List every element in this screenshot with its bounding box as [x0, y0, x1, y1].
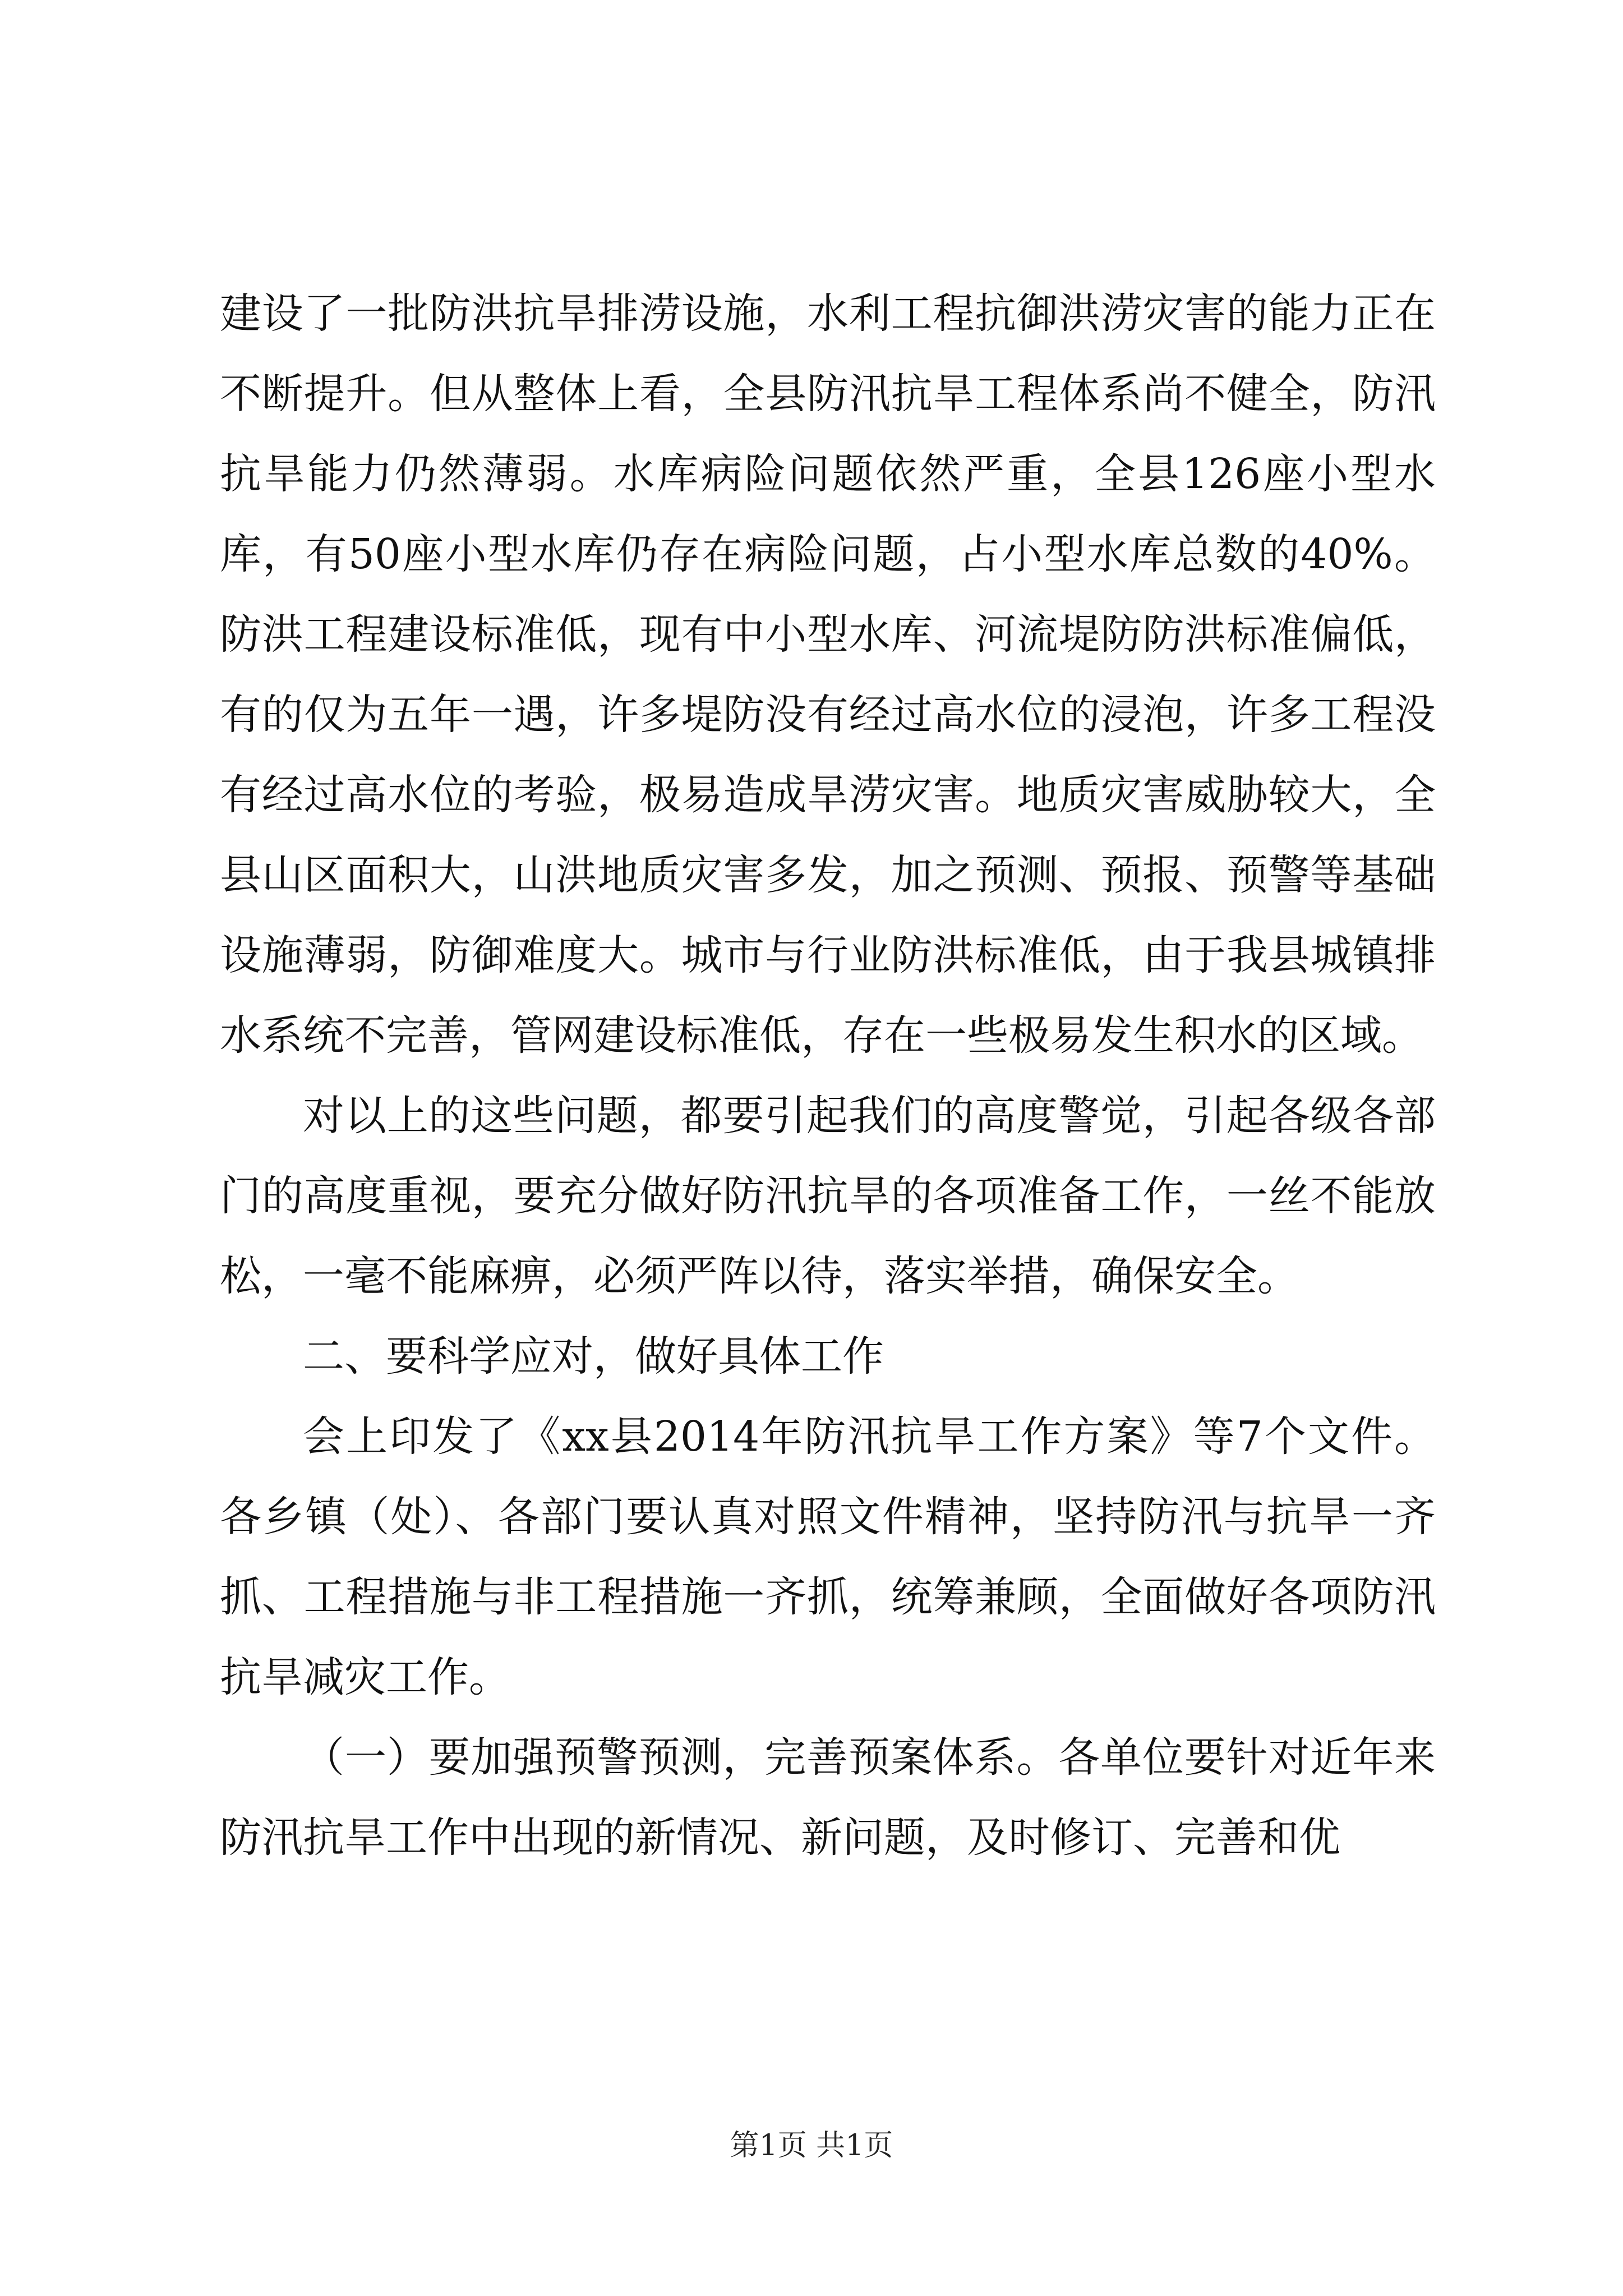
document-body [220, 274, 1436, 1878]
page-footer: 第1页 共1页 [730, 2129, 893, 2162]
paragraph-subsection-one: （一）要加强预警预测，完善预案体系。各单位要针对近年来防汛抗旱工作中出现的新情况、新问题，及时修订、完善和优 [220, 1733, 1436, 1862]
paragraph-continuation: 建设了一批防洪抗旱排涝设施，水利工程抗御洪涝灾害的能力正在不断提升。但从整体上看，全县防汛抗旱工程体系尚不健全，防汛抗旱能力仍然薄弱。水库病险问题依然严重，全县126座小型水库，有50座小型水库仍存在病险问题，占小型水库总数的40%。防洪工程建设标准低，现有中小型水库、河流堤防防洪标准偏低，有的仅为五年一遇，许多堤防没有经过高水位的浸泡，许多工程没有经过高水位的考验，极易造成旱涝灾害。地质灾害威胁较大，全县山区面积大，山洪地质灾害多发，加之预测、预报、预警等基础设施薄弱，防御难度大。城市与行业防洪标准低，由于我县城镇排水系统不完善，管网建设标准低，存在一些极易发生积水的区域。 [220, 289, 1436, 1060]
section-heading: 二、要科学应对，做好具体工作 [303, 1332, 884, 1381]
paragraph-warning: 对以上的这些问题，都要引起我们的高度警觉，引起各级各部门的高度重视，要充分做好防汛抗旱的各项准备工作，一丝不能放松，一毫不能麻痹，必须严阵以待，落实举措，确保安全。 [220, 1092, 1436, 1300]
paragraph-meeting-files: 会上印发了《xx县2014年防汛抗旱工作方案》等7个文件。各乡镇（处）、各部门要认真对照文件精神，坚持防汛与抗旱一齐抓、工程措施与非工程措施一齐抓，统筹兼顾，全面做好各项防汛抗旱减灾工作。 [220, 1412, 1436, 1701]
